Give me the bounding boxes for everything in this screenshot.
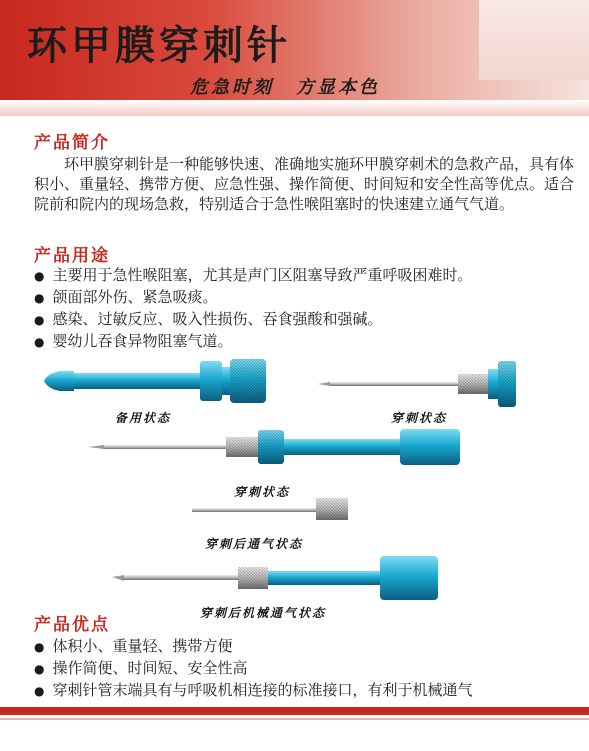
slogan-part-2: 方显本色 — [296, 77, 380, 98]
usage-item: ● 主要用于急性喉阻塞，尤其是声门区阻塞导致严重呼吸困难时。 — [34, 264, 473, 286]
page-title: 环甲膜穿刺针 — [27, 23, 291, 69]
header-decor-box — [479, 0, 589, 80]
device-after-mech — [112, 556, 438, 600]
caption-after-puncture: 穿刺后通气状态 — [205, 537, 304, 551]
footer-rule-thin — [0, 718, 589, 720]
usage-item: ● 颌面部外伤、紧急吸痰。 — [34, 286, 473, 308]
device-puncture-full — [88, 429, 460, 465]
caption-puncture-full: 穿刺状态 — [234, 485, 291, 499]
advantages-list — [34, 635, 473, 701]
usage-item: ● 婴幼儿吞食异物阻塞气道。 — [34, 330, 473, 352]
footer-rule — [0, 707, 589, 715]
usage-title: 产品用途 — [34, 246, 110, 266]
slogan-part-1: 危急时刻 — [190, 77, 274, 98]
header-fade — [0, 100, 589, 116]
usage-list — [34, 264, 473, 352]
advantage-item: ● 穿刺针管末端具有与呼吸机相连接的标准接口，有利于机械通气 — [34, 679, 473, 701]
header-banner — [0, 0, 589, 100]
caption-after-mech: 穿刺后机械通气状态 — [200, 606, 327, 620]
device-after-puncture — [192, 498, 348, 520]
advantage-item: ● 操作简便、时间短、安全性高 — [34, 657, 473, 679]
slogan — [190, 73, 380, 99]
product-images — [0, 355, 589, 620]
device-puncture-right — [318, 361, 516, 407]
caption-puncture-right: 穿刺状态 — [391, 411, 448, 425]
advantages-title: 产品优点 — [34, 615, 110, 635]
caption-standby: 备用状态 — [115, 411, 172, 425]
advantage-item: ● 体积小、重量轻、携带方便 — [34, 635, 473, 657]
device-standby — [44, 359, 266, 403]
usage-item: ● 感染、过敏反应、吸入性损伤、吞食强酸和强碱。 — [34, 308, 473, 330]
intro-title: 产品简介 — [34, 133, 110, 153]
intro-text: 环甲膜穿刺针是一种能够快速、准确地实施环甲膜穿刺术的急救产品，具有体积小、重量轻、携带方便、应急性强、操作简便、时间短和安全性高等优点。适合院前和院内的现场急救，特别适合于急性喉阻塞时的快速建立通气气道。 — [34, 155, 575, 213]
product-illustration — [0, 355, 589, 610]
